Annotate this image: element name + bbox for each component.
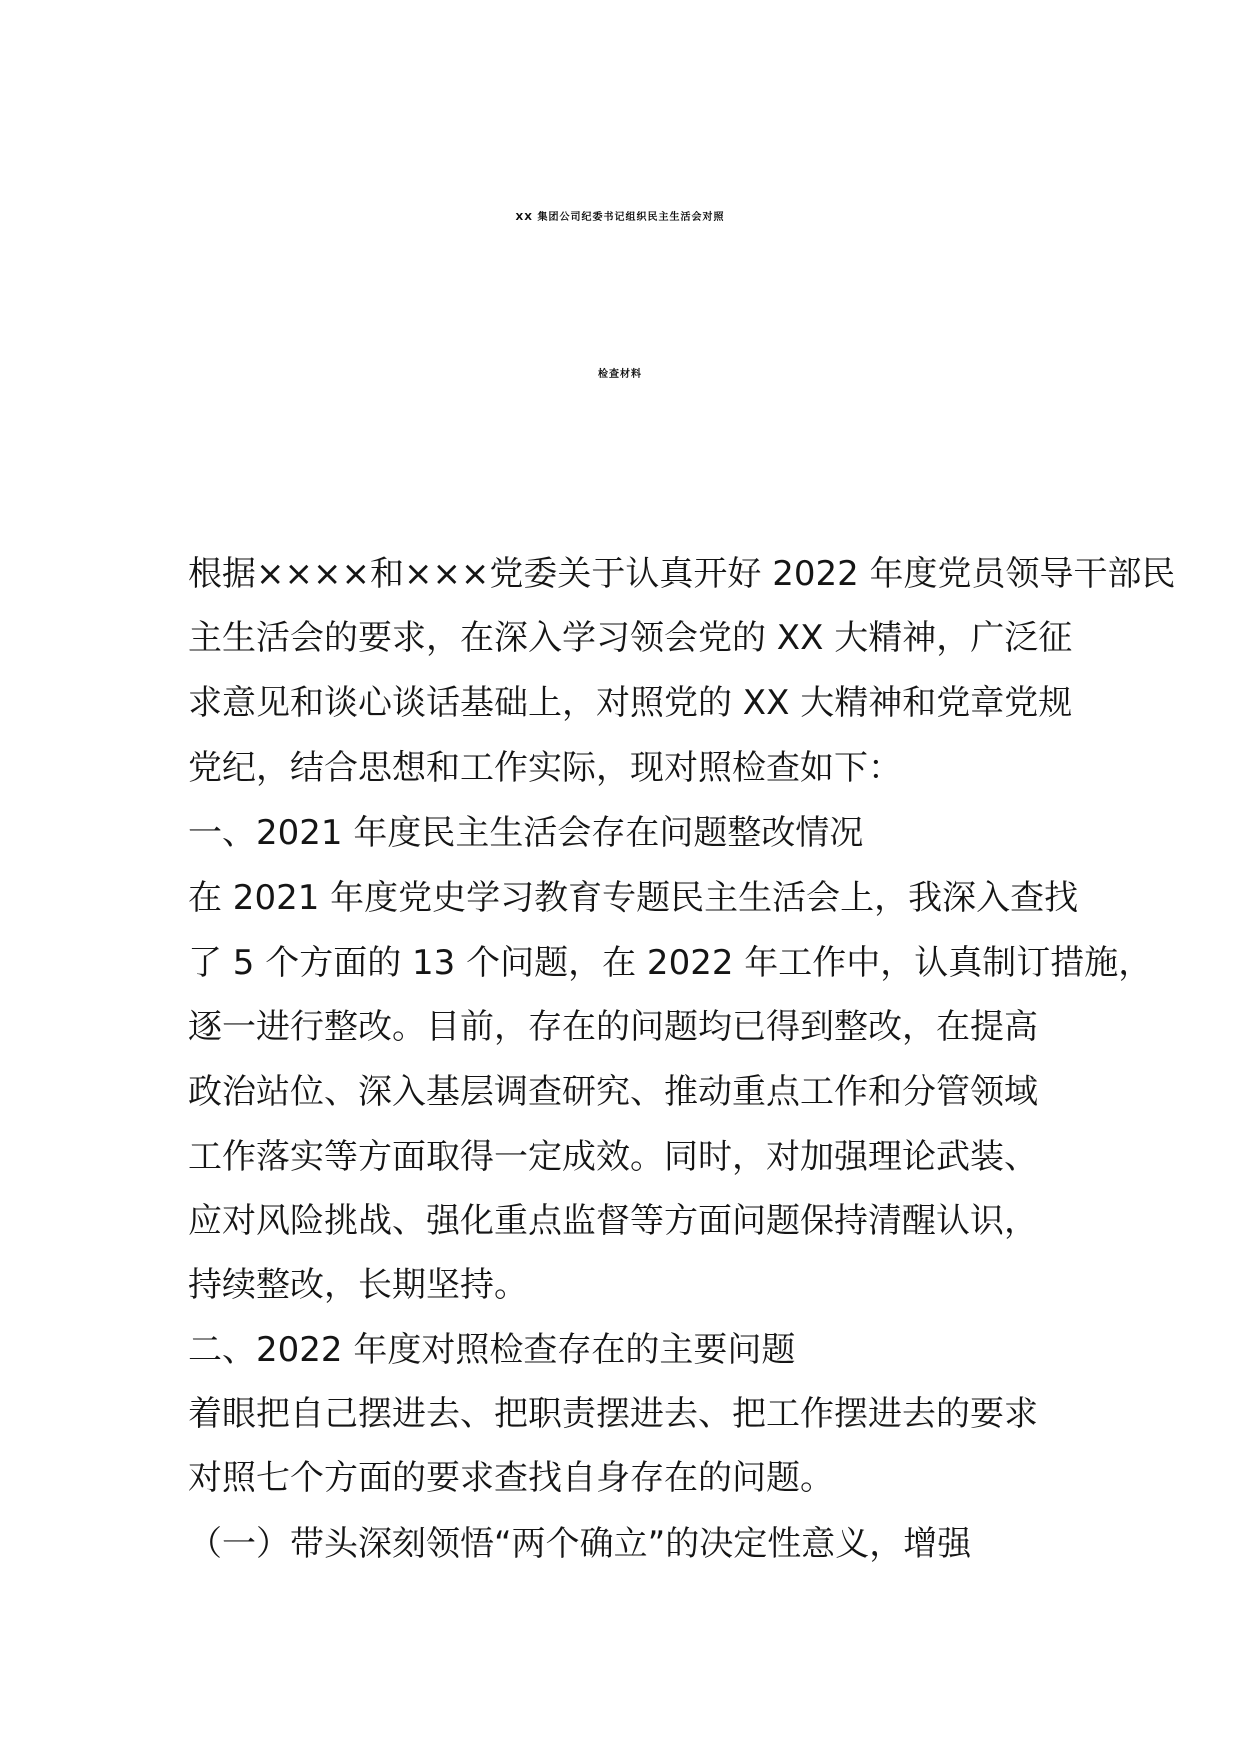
body-line: 党纪，结合思想和工作实际，现对照检查如下：: [188, 748, 902, 788]
section-heading: 二、2022 年度对照检查存在的主要问题: [188, 1330, 796, 1370]
body-line: 了 5 个方面的 13 个问题，在 2022 年工作中，认真制订措施，: [188, 943, 1153, 983]
body-line: 对照七个方面的要求查找自身存在的问题。: [188, 1458, 834, 1498]
body-line: 根据××××和×××党委关于认真开好 2022 年度党员领导干部民: [188, 554, 1176, 594]
body-line: 求意见和谈心谈话基础上，对照党的 XX 大精神和党章党规: [188, 683, 1073, 723]
subsection-heading: （一）带头深刻领悟“两个确立”的决定性意义，增强: [188, 1524, 972, 1564]
body-line: 工作落实等方面取得一定成效。同时，对加强理论武装、: [188, 1137, 1038, 1177]
document-title-line-2: 检查材料: [598, 369, 642, 380]
document-title-line-1: XX 集团公司纪委书记组织民主生活会对照: [515, 212, 725, 223]
body-line: 逐一进行整改。目前，存在的问题均已得到整改，在提高: [188, 1007, 1038, 1047]
body-line: 持续整改，长期坚持。: [188, 1265, 528, 1305]
body-line: 着眼把自己摆进去、把职责摆进去、把工作摆进去的要求: [188, 1394, 1038, 1434]
body-line: 应对风险挑战、强化重点监督等方面问题保持清醒认识，: [188, 1201, 1038, 1241]
body-line: 在 2021 年度党史学习教育专题民主生活会上，我深入查找: [188, 878, 1079, 918]
body-line: 政治站位、深入基层调查研究、推动重点工作和分管领域: [188, 1072, 1038, 1112]
body-line: 主生活会的要求，在深入学习领会党的 XX 大精神，广泛征: [188, 618, 1073, 658]
section-heading: 一、2021 年度民主生活会存在问题整改情况: [188, 813, 864, 853]
